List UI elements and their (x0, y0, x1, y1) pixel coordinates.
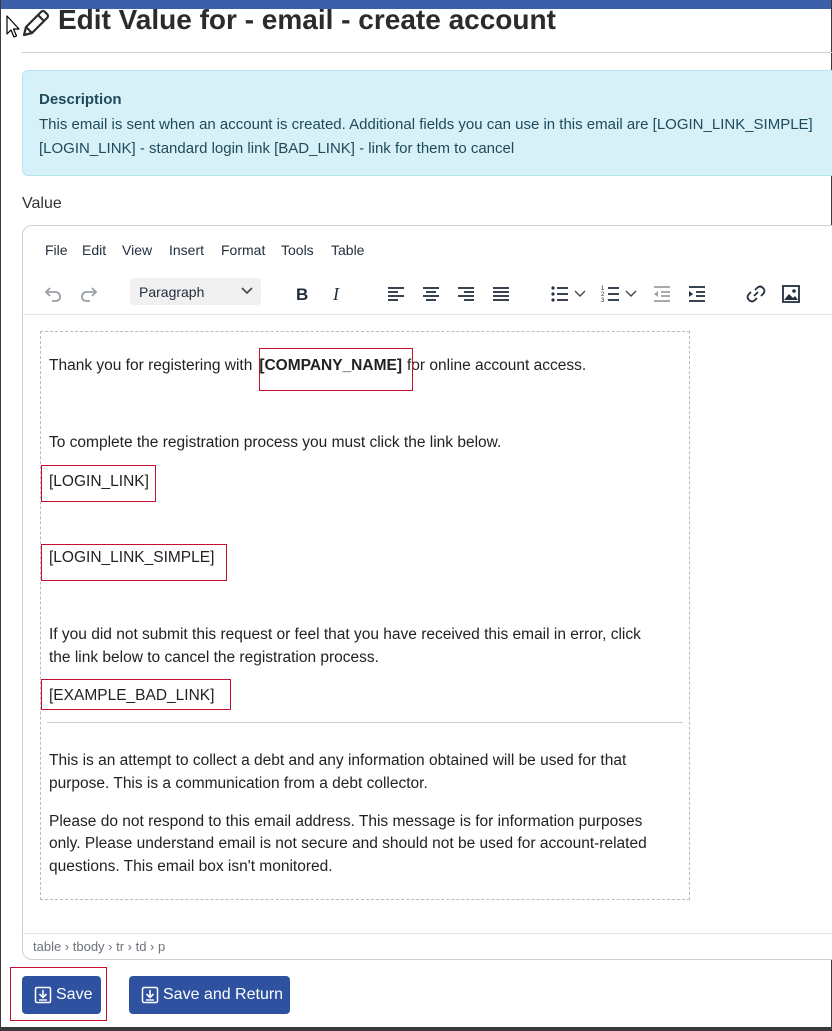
statusbar-divider (23, 933, 832, 934)
rich-text-editor[interactable] (22, 225, 832, 960)
menu-tools[interactable]: Tools (281, 242, 314, 258)
window-border-left (0, 0, 1, 1031)
bullet-list-icon[interactable] (546, 280, 574, 308)
description-line-2: [LOGIN_LINK] - standard login link [BAD_LINK] - link for them to cancel (39, 140, 515, 157)
bad-link-highlight (41, 679, 231, 710)
save-button[interactable] (22, 976, 101, 1014)
bold-icon[interactable] (288, 280, 316, 308)
save-and-return-label: Save and Return (163, 986, 284, 1003)
window-border-bottom (0, 1027, 832, 1031)
menu-edit[interactable]: Edit (82, 242, 107, 258)
link-icon[interactable] (742, 280, 770, 308)
paragraph-no-reply-line-2[interactable]: only. Please understand email is not secure and should not be used for account-related (49, 835, 647, 852)
save-button-label: Save (56, 986, 93, 1003)
paragraph-cancel-line-1[interactable]: If you did not submit this request or feel that you have received this email in error, click (49, 626, 641, 643)
editor-menubar (23, 226, 832, 276)
align-center-icon[interactable] (417, 280, 445, 308)
menu-table[interactable]: Table (331, 242, 365, 258)
numbered-list-chevron-icon[interactable] (623, 280, 639, 308)
thank-you-text: Thank you for registering with (49, 357, 253, 374)
element-path-breadcrumb[interactable]: table › tbody › tr › td › p (33, 939, 166, 954)
outdent-icon[interactable] (648, 280, 676, 308)
image-icon[interactable] (777, 280, 805, 308)
undo-icon[interactable] (39, 280, 67, 308)
menu-view[interactable]: View (122, 242, 153, 258)
paragraph-cancel-line-2[interactable]: the link below to cancel the registration process. (49, 649, 379, 666)
svg-text:3: 3 (601, 298, 605, 304)
editor-content[interactable] (23, 315, 832, 935)
numbered-list-icon[interactable] (597, 280, 625, 308)
align-left-icon[interactable] (382, 280, 410, 308)
indent-icon[interactable] (683, 280, 711, 308)
svg-text:I: I (333, 284, 339, 304)
description-heading: Description (39, 91, 122, 108)
company-name-token: [COMPANY_NAME] (259, 357, 402, 374)
block-format-select[interactable] (130, 278, 261, 305)
login-link-token[interactable]: [LOGIN_LINK] (49, 473, 149, 490)
menu-file[interactable]: File (45, 242, 68, 258)
login-link-highlight (41, 465, 156, 502)
save-download-icon (141, 986, 159, 1004)
italic-icon[interactable] (323, 280, 351, 308)
page-title: Edit Value for - email - create account (58, 4, 556, 35)
menu-format[interactable]: Format (221, 242, 266, 258)
editor-toolbar (23, 276, 832, 314)
title-divider (22, 52, 832, 53)
chevron-down-icon (241, 286, 253, 296)
bullet-list-chevron-icon[interactable] (572, 280, 588, 308)
block-format-value: Paragraph (139, 284, 205, 300)
content-divider (47, 722, 683, 723)
align-right-icon[interactable] (452, 280, 480, 308)
login-link-simple-token[interactable]: [LOGIN_LINK_SIMPLE] (49, 549, 215, 566)
paragraph-no-reply-line-3[interactable]: questions. This email box isn't monitored. (49, 858, 333, 875)
value-field-label: Value (22, 195, 62, 212)
svg-text:B: B (296, 285, 309, 304)
online-access-text: for online account access. (406, 357, 587, 374)
description-line-1: This email is sent when an account is created. Additional fields you can use in this email are [LOGIN_LINK_SIMPLE] (39, 116, 813, 133)
menu-insert[interactable]: Insert (169, 242, 205, 258)
svg-text:2: 2 (601, 292, 605, 298)
email-body-table[interactable] (40, 331, 690, 900)
save-download-icon (34, 986, 52, 1004)
redo-icon[interactable] (75, 280, 103, 308)
pencil-edit-icon (20, 7, 52, 39)
example-bad-link-token[interactable]: [EXAMPLE_BAD_LINK] (49, 687, 215, 704)
justify-icon[interactable] (487, 280, 515, 308)
paragraph-debt-line-2[interactable]: purpose. This is a communication from a debt collector. (49, 775, 428, 792)
company-name-highlight (259, 348, 413, 391)
save-and-return-button[interactable] (129, 976, 290, 1014)
description-alert (22, 70, 832, 176)
paragraph-debt-line-1[interactable]: This is an attempt to collect a debt and any information obtained will be used for that (49, 752, 627, 769)
login-link-simple-highlight (41, 544, 227, 581)
svg-text:1: 1 (601, 286, 605, 292)
paragraph-complete-registration[interactable]: To complete the registration process you must click the link below. (49, 434, 502, 451)
paragraph-no-reply-line-1[interactable]: Please do not respond to this email address. This message is for information purposes (49, 813, 643, 830)
mouse-cursor-icon (6, 15, 20, 39)
